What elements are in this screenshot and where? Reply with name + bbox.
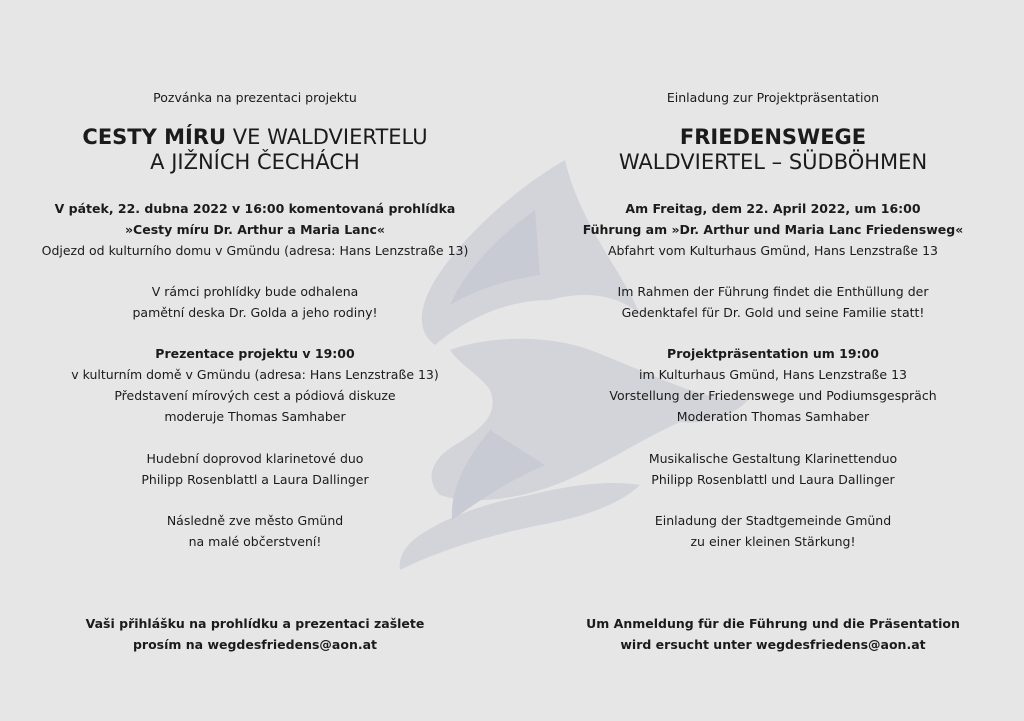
refreshment-block-cz [15, 510, 495, 552]
music-line2-cz: Philipp Rosenblattl a Laura Dallinger [141, 472, 369, 487]
music-line2-de: Philipp Rosenblattl und Laura Dallinger [651, 472, 895, 487]
signup-block-de [533, 613, 1013, 655]
tour-line3-cz: Odjezd od kulturního domu v Gmündu (adresa: Hans Lenzstraße 13) [41, 243, 469, 258]
pres-line2-cz: v kulturním domě v Gmündu (adresa: Hans Lenzstraße 13) [71, 367, 439, 382]
signup-line2-de: wird ersucht unter wegdesfriedens@aon.at [620, 637, 926, 652]
signup-line1-cz: Vaši přihlášku na prohlídku a prezentaci zašlete [85, 616, 425, 631]
pres-line1-de: Projektpräsentation um 19:00 [667, 346, 879, 361]
refresh-line1-cz: Následně zve město Gmünd [166, 513, 344, 528]
refresh-line1-de: Einladung der Stadtgemeinde Gmünd [654, 513, 892, 528]
title-rest-cz: VE WALDVIERTELU [226, 125, 428, 149]
signup-block-cz [15, 613, 495, 655]
tour-block-de [533, 198, 1013, 261]
plaque-block-de [533, 281, 1013, 323]
refresh-line2-de: zu einer kleinen Stärkung! [690, 534, 856, 549]
music-block-de [533, 448, 1013, 490]
pres-line1-cz: Prezentace projektu v 19:00 [155, 346, 355, 361]
signup-line2-cz: prosím na wegdesfriedens@aon.at [132, 637, 378, 652]
title-de [533, 125, 1013, 175]
invite-heading-cz: Pozvánka na prezentaci projektu [153, 90, 357, 105]
plaque-line2-de: Gedenktafel für Dr. Gold und seine Familie statt! [621, 305, 925, 320]
music-line1-de: Musikalische Gestaltung Klarinettenduo [648, 451, 898, 466]
tour-line1-de: Am Freitag, dem 22. April 2022, um 16:00 [625, 201, 921, 216]
pres-line2-de: im Kulturhaus Gmünd, Hans Lenzstraße 13 [639, 367, 907, 382]
presentation-block-de [533, 343, 1013, 427]
pres-line4-cz: moderuje Thomas Samhaber [164, 409, 346, 424]
tour-line2-de: Führung am »Dr. Arthur und Maria Lanc Friedensweg« [582, 222, 964, 237]
signup-line1-de: Um Anmeldung für die Führung und die Präsentation [586, 616, 960, 631]
title-line2-cz: A JIŽNÍCH ČECHÁCH [150, 150, 360, 174]
pres-line3-cz: Představení mírových cest a pódiová diskuze [114, 388, 396, 403]
refreshment-block-de [533, 510, 1013, 552]
presentation-block-cz [15, 343, 495, 427]
music-block-cz [15, 448, 495, 490]
music-line1-cz: Hudební doprovod klarinetové duo [146, 451, 364, 466]
pres-line4-de: Moderation Thomas Samhaber [676, 409, 870, 424]
tour-line3-de: Abfahrt vom Kulturhaus Gmünd, Hans Lenzstraße 13 [607, 243, 938, 258]
refresh-line2-cz: na malé občerstvení! [188, 534, 322, 549]
title-line1-de: FRIEDENSWEGE [679, 125, 867, 149]
plaque-line2-cz: pamětní deska Dr. Golda a jeho rodiny! [132, 305, 378, 320]
tour-line1-cz: V pátek, 22. dubna 2022 v 16:00 komentovaná prohlídka [54, 201, 456, 216]
title-bold-cz: CESTY MÍRU [82, 125, 227, 149]
title-line2-de: WALDVIERTEL – SÜDBÖHMEN [618, 150, 928, 174]
tour-line2-cz: »Cesty míru Dr. Arthur a Maria Lanc« [124, 222, 386, 237]
tour-block-cz [15, 198, 495, 261]
invite-heading-de: Einladung zur Projektpräsentation [666, 90, 880, 105]
plaque-block-cz [15, 281, 495, 323]
title-cz [15, 125, 495, 175]
pres-line3-de: Vorstellung der Friedenswege und Podiumsgespräch [609, 388, 937, 403]
plaque-line1-de: Im Rahmen der Führung findet die Enthüllung der [617, 284, 929, 299]
plaque-line1-cz: V rámci prohlídky bude odhalena [151, 284, 359, 299]
